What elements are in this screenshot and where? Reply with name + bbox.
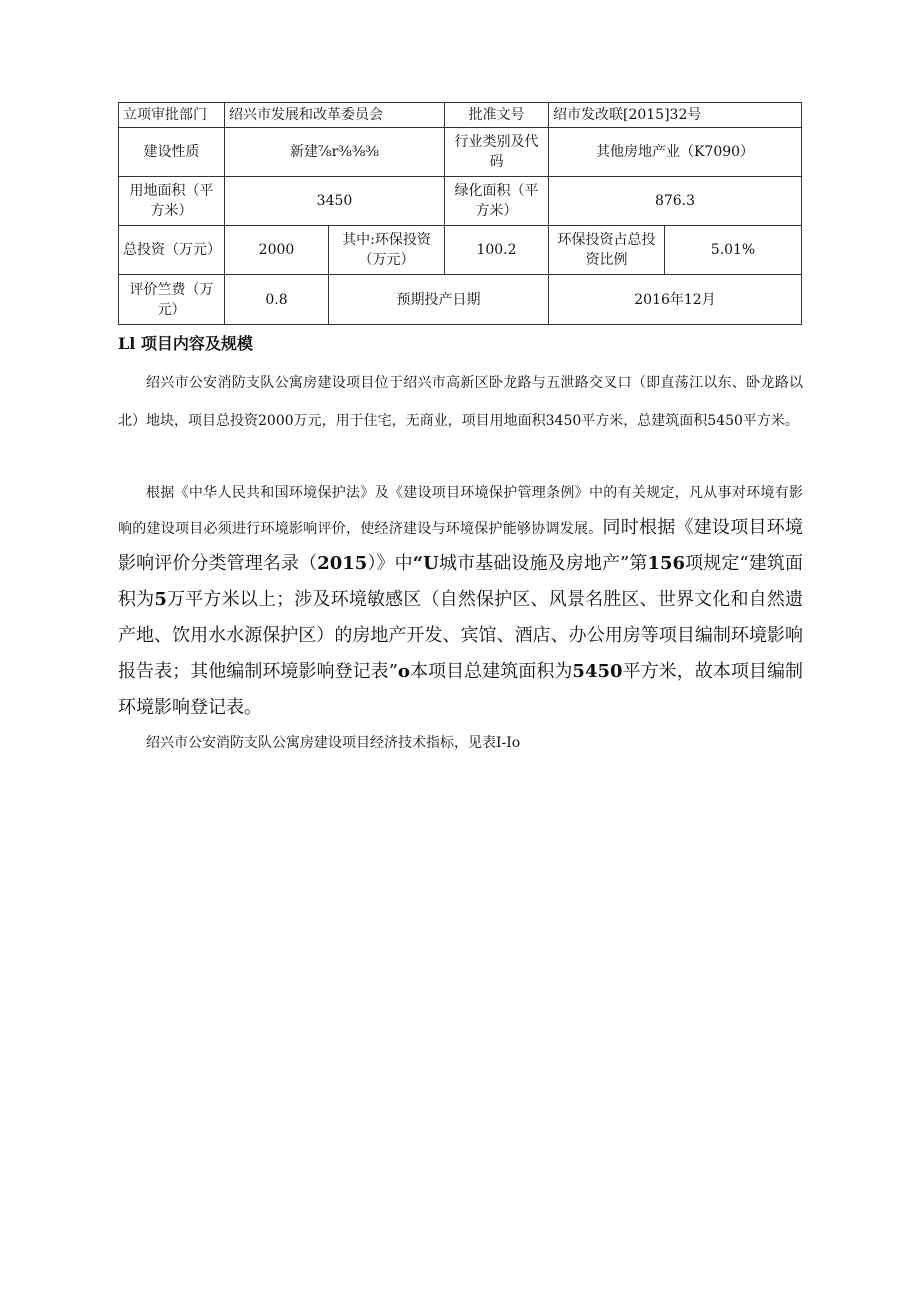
env-invest-value: 100.2 (445, 226, 549, 275)
paragraph-indicators: 绍兴市公安消防支队公寓房建设项目经济技术指标，见表I-Io (146, 735, 521, 751)
text-segment: o (397, 661, 410, 682)
green-area-value: 876.3 (549, 177, 802, 226)
paragraph-regulation (118, 476, 803, 726)
investment-label: 总投资（万元） (119, 226, 225, 275)
paragraph-location: 绍兴市公安消防支队公寓房建设项目位于绍兴市高新区卧龙路与五泄路交叉口（即直荡江以东、卧龙路以北）地块，项目总投资2000万元，用于住宅，无商业，项目用地面积3450平方米，总建筑面积5450平方米。 (118, 375, 803, 429)
text-segment: ）》中 (367, 553, 413, 574)
project-info-table (118, 102, 802, 325)
text-segment: 2015 (317, 553, 368, 574)
industry-label: 行业类别及代码 (445, 128, 549, 177)
text-segment: 同时根据《建设项目环境影响评价分类管理名录（ (118, 517, 803, 574)
env-invest-label: 其中:环保投资（万元） (329, 226, 445, 275)
green-area-label: 绿化面积（平方米） (445, 177, 549, 226)
env-ratio-label: 环保投资占总投资比例 (549, 226, 665, 275)
text-segment: 万平方米以上；涉及环境敏感区（自然保护区、风景名胜区、世界文化和自然遗产地、饮用水水源保护区）的房地产开发、宾馆、酒店、办公用房等项目编制环境影响报告表；其他编制环境影响登记表” (118, 589, 804, 682)
approval-doc-value: 绍市发改联[2015]32号 (549, 103, 802, 128)
text-segment: 5450 (572, 661, 623, 682)
text-segment: 本项目总建筑面积为 (409, 661, 573, 682)
table-row (119, 177, 802, 226)
nature-value: 新建⅞r⅜⅜⅜ (225, 128, 445, 177)
env-ratio-value: 5.01% (665, 226, 802, 275)
regulation-intro-text: 根据《中华人民共和国环境保护法》及《建设项目环境保护管理条例》中的有关规定，凡从事对环境有影响的建设项目必须进行环境影响评价，使经济建设与环境保护能够协调发展。 (118, 485, 803, 537)
approval-dept-label: 立项审批部门 (119, 103, 225, 128)
land-area-value: 3450 (225, 177, 445, 226)
text-segment: 项规定“建筑面积为 (118, 553, 804, 610)
date-label: 预期投产日期 (329, 275, 549, 325)
section-heading: Ll 项目内容及规模 (118, 334, 253, 353)
industry-value: 其他房地产业（K7090） (549, 128, 802, 177)
date-value: 2016年12月 (549, 275, 802, 325)
text-segment: 城市基础设施及房地产”第 (438, 553, 648, 574)
fee-value: 0.8 (225, 275, 329, 325)
regulation-text (118, 517, 803, 718)
table-row (119, 103, 802, 128)
text-segment: “U (412, 553, 439, 574)
text-segment: 5 (154, 589, 167, 610)
table-row (119, 275, 802, 325)
investment-value: 2000 (225, 226, 329, 275)
approval-doc-label: 批准文号 (445, 103, 549, 128)
table-row (119, 128, 802, 177)
text-segment: 平方米，故本项目编制环境影响登记表。 (118, 661, 804, 718)
nature-label: 建设性质 (119, 128, 225, 177)
land-area-label: 用地面积（平方米） (119, 177, 225, 226)
fee-label: 评价竺费（万元） (119, 275, 225, 325)
text-segment: 156 (647, 553, 686, 574)
table-row (119, 226, 802, 275)
approval-dept-value: 绍兴市发展和改革委员会 (225, 103, 445, 128)
